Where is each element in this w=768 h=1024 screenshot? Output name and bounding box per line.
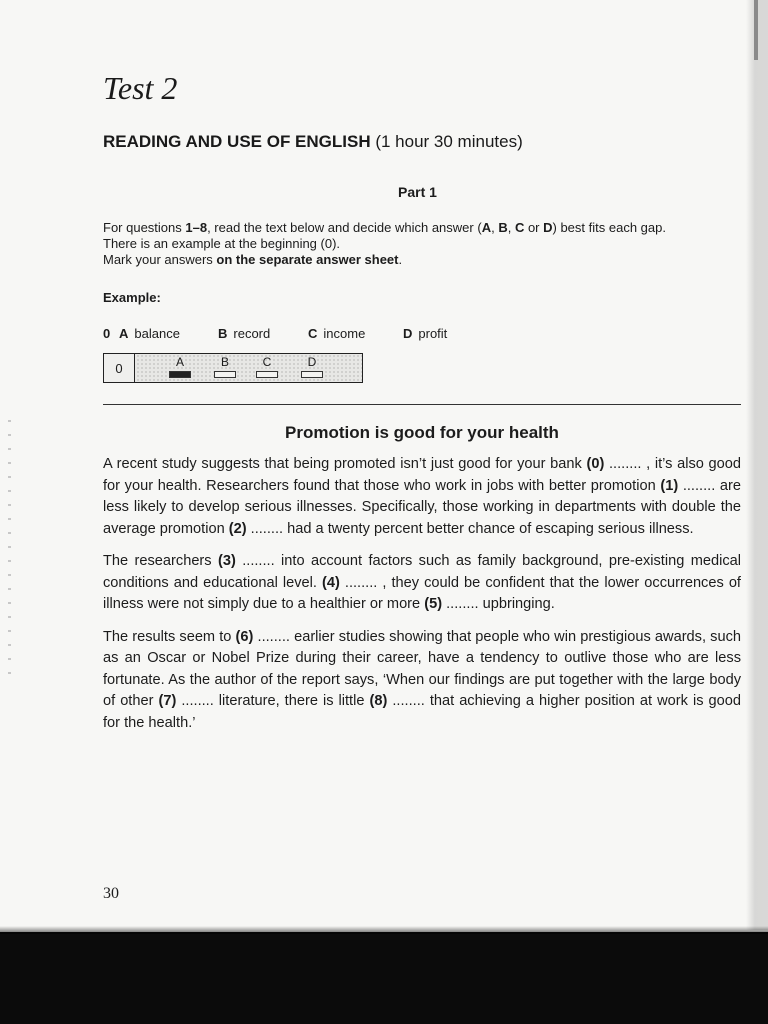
option-c xyxy=(308,326,365,341)
empty-bubble xyxy=(256,371,278,378)
gap-6: (6) xyxy=(235,628,254,645)
option-letter: B xyxy=(218,326,228,341)
article-body xyxy=(103,454,741,745)
part-label: Part 1 xyxy=(398,184,437,200)
instruction-text: For questions xyxy=(103,220,186,235)
option-d xyxy=(403,326,447,341)
instruction-text: ) best fits each gap. xyxy=(552,220,666,235)
letter-d: D xyxy=(543,220,553,235)
answer-choice-a xyxy=(168,356,192,378)
instruction-text: or xyxy=(524,220,544,235)
letter-b: B xyxy=(498,220,508,235)
filled-bubble xyxy=(169,371,191,378)
example-answer-box xyxy=(103,353,363,383)
option-text: profit xyxy=(418,326,448,341)
test-title: Test 2 xyxy=(103,70,178,106)
example-label: Example: xyxy=(103,290,161,305)
option-b xyxy=(218,326,270,341)
section-heading-bold: READING AND USE OF ENGLISH xyxy=(103,132,371,151)
instruction-text: , xyxy=(491,220,499,235)
article-text: ........ earlier studies showing that people who win prestigious awards, such as an Oscar or Nobel Prize during their career, have a tendency to outlive those who are less fortunate. As the author of the report says, ‘When our findings are put together with the large body of other xyxy=(103,628,741,709)
scan-shadow-band xyxy=(0,932,768,1024)
choice-letter: A xyxy=(175,355,184,369)
gap-3: (3) xyxy=(217,553,236,569)
instructions xyxy=(103,220,753,268)
question-range: 1–8 xyxy=(185,220,208,235)
instruction-text: Mark your answers xyxy=(103,252,217,267)
article-paragraph-1 xyxy=(103,454,741,540)
instruction-emphasis: on the separate answer sheet xyxy=(216,252,399,267)
article-title: Promotion is good for your health xyxy=(285,423,559,442)
instruction-line-2: There is an example at the beginning (0). xyxy=(103,236,341,251)
section-divider xyxy=(103,404,741,405)
article-text: ........ , they could be confident that the lower occurrences of illness were not simply due to a healthier or more xyxy=(103,574,741,612)
choice-letter: C xyxy=(262,355,272,369)
article-paragraph-2 xyxy=(103,551,741,616)
instruction-text: , read the text below and decide which answer ( xyxy=(207,220,482,235)
article-text: ........ upbringing. xyxy=(442,596,555,612)
article-text: ........ , it’s also good for your health. Researchers found that those who work in jobs with better promotion xyxy=(103,456,741,494)
article-text: ........ had a twenty percent better chance of escaping serious illness. xyxy=(246,520,694,537)
choice-letter: B xyxy=(220,355,229,369)
answer-number-cell: 0 xyxy=(104,354,135,382)
article-text: ........ literature, there is little xyxy=(176,693,370,709)
option-letter: A xyxy=(119,326,129,341)
answer-choice-c xyxy=(255,356,279,378)
option-a xyxy=(119,326,180,341)
gap-1: (1) xyxy=(660,477,679,494)
article-text: ........ are less likely to develop serious illnesses. Specifically, those working in departments with double the average promotion xyxy=(103,477,741,537)
option-letter: D xyxy=(403,326,413,341)
article-text: The results seem to xyxy=(103,628,236,645)
gap-8: (8) xyxy=(369,693,388,709)
answer-choice-d xyxy=(300,356,324,378)
instruction-line-1 xyxy=(103,220,753,236)
choice-letter: D xyxy=(307,355,317,369)
gap-5: (5) xyxy=(424,596,443,612)
answer-choice-b xyxy=(213,356,237,378)
section-heading xyxy=(103,132,523,152)
article-paragraph-3 xyxy=(103,627,741,735)
section-heading-duration: (1 hour 30 minutes) xyxy=(370,132,523,151)
option-text: income xyxy=(323,326,366,341)
option-text: record xyxy=(233,326,271,341)
article-text: A recent study suggests that being promoted isn’t just good for your bank xyxy=(103,456,587,472)
empty-bubble xyxy=(214,371,236,378)
page-number: 30 xyxy=(103,885,119,902)
page-edge-mark xyxy=(754,0,758,60)
gap-2: (2) xyxy=(228,520,247,537)
article-text: The researchers xyxy=(103,553,218,569)
letter-a: A xyxy=(481,220,492,235)
option-text: balance xyxy=(134,326,180,341)
gap-7: (7) xyxy=(158,693,177,709)
empty-bubble xyxy=(301,371,323,378)
article-text: ........ into account factors such as family background, pre-existing medical conditions and educational level. xyxy=(103,553,741,591)
page-edge-shadow xyxy=(746,0,768,930)
instruction-line-3 xyxy=(103,252,753,268)
option-letter: C xyxy=(308,326,318,341)
letter-c: C xyxy=(514,220,525,235)
gap-0: (0) xyxy=(586,456,605,472)
instruction-text: . xyxy=(398,252,403,267)
instruction-text: , xyxy=(507,220,515,235)
example-number: 0 xyxy=(103,326,111,341)
binding-marks xyxy=(8,420,11,680)
gap-4: (4) xyxy=(322,574,340,591)
article-text: ........ that achieving a higher position at work is good for the health.’ xyxy=(103,693,741,731)
